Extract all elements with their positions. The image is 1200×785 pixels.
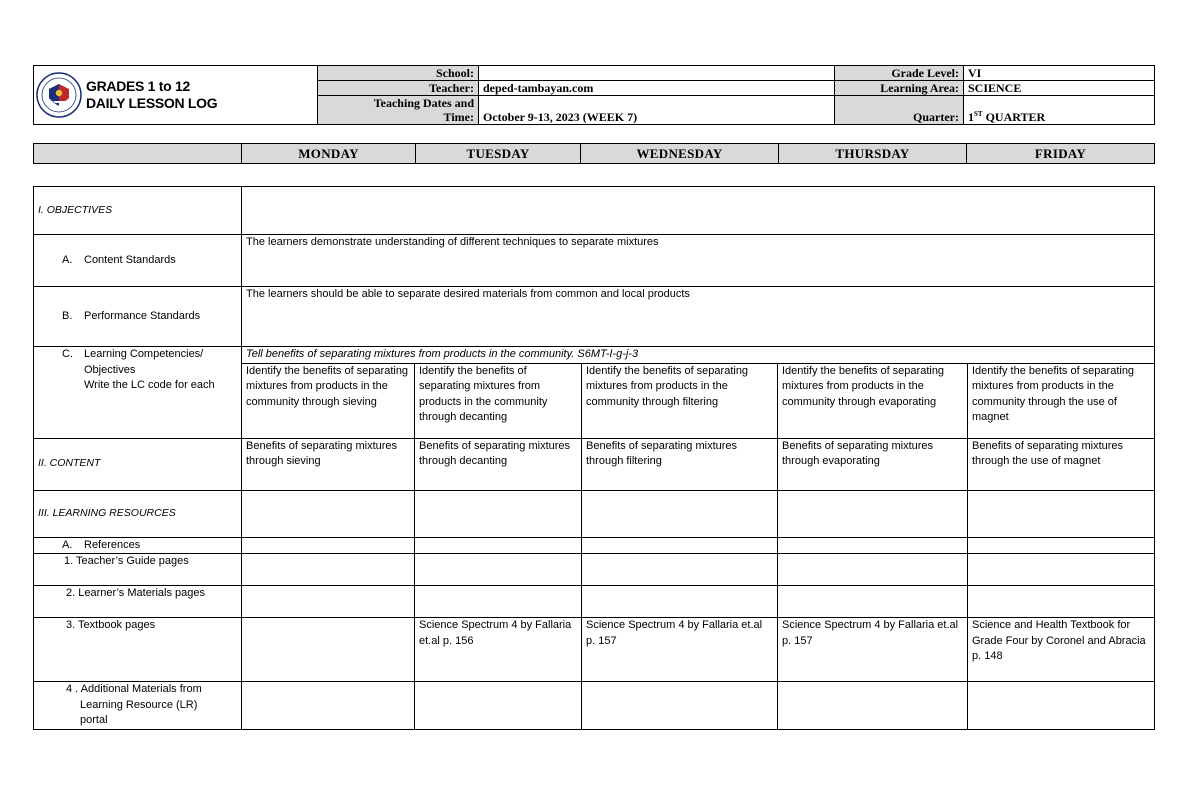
content-standards-letter: A. [62,253,73,266]
content-tuesday[interactable]: Benefits of separating mixtures through decanting [415,438,582,490]
lm-friday[interactable] [968,586,1155,618]
teacher-label: Teacher: [318,81,479,96]
competency-wednesday[interactable]: Identify the benefits of separating mixtures from products in the community through filtering [582,363,778,438]
textbook-wednesday[interactable]: Science Spectrum 4 by Fallaria et.al p. 157 [582,618,778,682]
quarter-number: 1 [968,110,974,124]
logo-title-line1: GRADES 1 to 12 [86,78,190,94]
content-standards-text-label: Content Standards [84,253,176,266]
lm-thursday[interactable] [778,586,968,618]
days-header-table [33,143,1155,164]
resources-friday[interactable] [968,490,1155,537]
objectives-heading: I. OBJECTIVES [34,187,242,235]
additional-tuesday[interactable] [415,682,582,730]
content-standards-label [34,235,242,287]
additional-materials-label [34,682,242,730]
competencies-label-line2: Objectives [84,363,136,376]
competency-tuesday[interactable]: Identify the benefits of separating mixtures from products in the community through decanting [415,363,582,438]
teacher-field[interactable]: deped-tambayan.com [479,81,835,96]
performance-standards-text-label: Performance Standards [84,309,201,322]
competencies-cell[interactable]: Tell benefits of separating mixtures from products in the community. S6MT-I-g-j-3 [242,347,1155,364]
quarter-text: QUARTER [982,110,1046,124]
learners-materials-label: 2. Learner’s Materials pages [34,586,242,618]
days-header-blank [34,144,242,164]
competencies-label-line3: Write the LC code for each [84,379,215,391]
teaching-dates-label-line1: Teaching Dates and [373,96,474,110]
learning-resources-heading: III. LEARNING RESOURCES [34,490,242,537]
content-wednesday[interactable]: Benefits of separating mixtures through filtering [582,438,778,490]
performance-standards-letter: B. [62,309,73,322]
textbook-tuesday[interactable]: Science Spectrum 4 by Fallaria et.al p. 156 [415,618,582,682]
textbook-pages-label: 3. Textbook pages [34,618,242,682]
references-monday[interactable] [242,537,415,554]
day-wednesday: WEDNESDAY [581,144,779,164]
resources-monday[interactable] [242,490,415,537]
additional-materials-line2: Learning Resource (LR) [80,698,198,711]
quarter-suffix: ST [974,110,983,118]
competency-friday[interactable]: Identify the benefits of separating mixtures from products in the community through the use of magnet [968,363,1155,438]
textbook-friday[interactable]: Science and Health Textbook for Grade Four by Coronel and Abracia p. 148 [968,618,1155,682]
references-friday[interactable] [968,537,1155,554]
quarter-label: Quarter: [835,96,964,125]
content-standards-cell[interactable]: The learners demonstrate understanding of different techniques to separate mixtures [242,235,1155,287]
textbook-monday[interactable] [242,618,415,682]
competency-thursday[interactable]: Identify the benefits of separating mixtures from products in the community through evaporating [778,363,968,438]
references-tuesday[interactable] [415,537,582,554]
references-label [34,537,242,554]
learning-area-field[interactable]: SCIENCE [964,81,1155,96]
competency-monday[interactable]: Identify the benefits of separating mixtures from products in the community through sieving [242,363,415,438]
competencies-letter: C. [62,348,73,360]
quarter-field[interactable] [964,96,1155,125]
additional-materials-line1: 4 . Additional Materials from [66,683,202,695]
tg-monday[interactable] [242,554,415,586]
tg-wednesday[interactable] [582,554,778,586]
deped-seal-icon [36,72,82,118]
school-field[interactable] [479,66,835,81]
resources-thursday[interactable] [778,490,968,537]
lm-tuesday[interactable] [415,586,582,618]
performance-standards-cell[interactable]: The learners should be able to separate desired materials from common and local products [242,287,1155,347]
day-monday: MONDAY [242,144,416,164]
tg-thursday[interactable] [778,554,968,586]
day-thursday: THURSDAY [779,144,967,164]
performance-standards-label [34,287,242,347]
resources-tuesday[interactable] [415,490,582,537]
lm-wednesday[interactable] [582,586,778,618]
textbook-thursday[interactable]: Science Spectrum 4 by Fallaria et.al p. 157 [778,618,968,682]
day-friday: FRIDAY [967,144,1155,164]
teaching-dates-label-line2: Time: [443,110,474,124]
additional-monday[interactable] [242,682,415,730]
grade-level-label: Grade Level: [835,66,964,81]
competencies-label-line1: Learning Competencies/ [84,348,204,360]
additional-friday[interactable] [968,682,1155,730]
learning-area-label: Learning Area: [835,81,964,96]
additional-materials-line3: portal [80,714,108,726]
teaching-dates-label [318,96,479,125]
tg-tuesday[interactable] [415,554,582,586]
references-thursday[interactable] [778,537,968,554]
objectives-cell[interactable] [242,187,1155,235]
content-thursday[interactable]: Benefits of separating mixtures through evaporating [778,438,968,490]
day-tuesday: TUESDAY [416,144,581,164]
references-letter: A. [62,538,73,551]
content-monday[interactable]: Benefits of separating mixtures through sieving [242,438,415,490]
references-wednesday[interactable] [582,537,778,554]
lm-monday[interactable] [242,586,415,618]
content-heading: II. CONTENT [34,438,242,490]
logo-title-line2: DAILY LESSON LOG [86,95,218,111]
grade-level-field[interactable]: VI [964,66,1155,81]
header-table [33,65,1155,125]
resources-wednesday[interactable] [582,490,778,537]
lesson-plan-table [33,186,1155,730]
logo-cell [34,66,318,125]
additional-wednesday[interactable] [582,682,778,730]
references-text-label: References [84,538,141,551]
teachers-guide-label: 1. Teacher’s Guide pages [34,554,242,586]
tg-friday[interactable] [968,554,1155,586]
content-friday[interactable]: Benefits of separating mixtures through the use of magnet [968,438,1155,490]
additional-thursday[interactable] [778,682,968,730]
competencies-label [34,347,242,439]
teaching-dates-field[interactable]: October 9-13, 2023 (WEEK 7) [479,96,835,125]
school-label: School: [318,66,479,81]
